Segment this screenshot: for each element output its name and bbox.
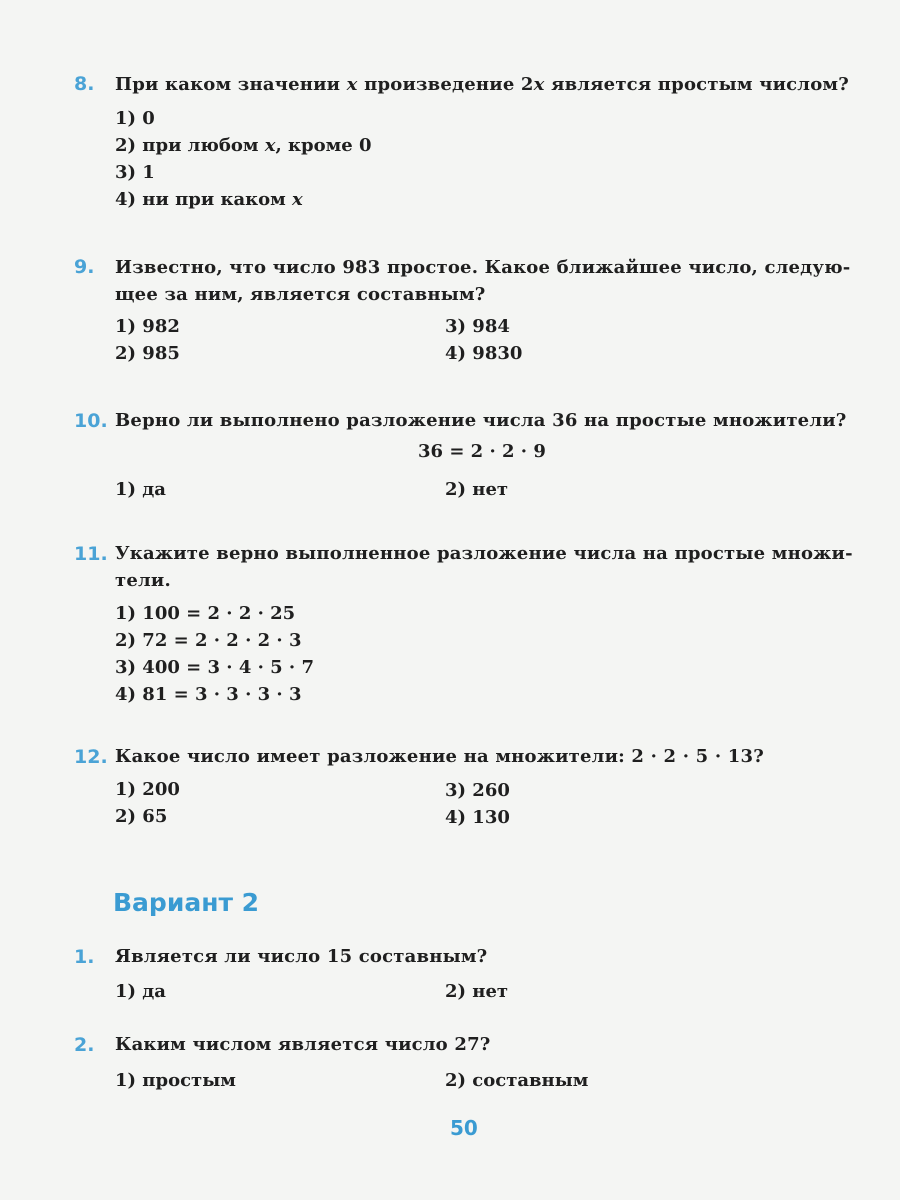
formula: 36 = 2 · 2 · 9 (418, 441, 546, 462)
option: 1) 100 = 2 · 2 · 25 (115, 603, 296, 624)
option: 4) 9830 (445, 343, 523, 364)
option: 1) да (115, 981, 166, 1002)
option: 1) да (115, 479, 166, 500)
option: 4) 81 = 3 · 3 · 3 · 3 (115, 684, 302, 705)
question-text-line-2: тели. (115, 570, 171, 591)
variant-heading: Вариант 2 (113, 888, 260, 917)
option: 1) 982 (115, 316, 180, 337)
question-number: 10. (74, 410, 108, 432)
question-text: Какое число имеет разложение на множители: 2 · 2 · 5 · 13? (115, 746, 765, 767)
option: 2) при любом x, кроме 0 (115, 135, 372, 156)
question-number: 9. (74, 256, 95, 278)
question-text: При каком значении x произведение 2x является простым числом? (115, 74, 849, 95)
option: 4) 130 (445, 807, 510, 828)
option: 1) простым (115, 1070, 236, 1091)
question-number: 11. (74, 543, 108, 565)
question-text: Является ли число 15 составным? (115, 946, 488, 967)
option: 2) 72 = 2 · 2 · 2 · 3 (115, 630, 302, 651)
question-text: Верно ли выполнено разложение числа 36 на простые множители? (115, 410, 847, 431)
option: 2) составным (445, 1070, 589, 1091)
question-text-line-1: Укажите верно выполненное разложение числа на простые множи- (115, 543, 853, 564)
question-number: 12. (74, 746, 108, 768)
page-number: 50 (450, 1116, 478, 1140)
option: 2) 985 (115, 343, 180, 364)
option: 3) 260 (445, 780, 510, 801)
option: 3) 984 (445, 316, 510, 337)
option: 2) нет (445, 479, 509, 500)
question-text-line-2: щее за ним, является составным? (115, 284, 486, 305)
question-number: 1. (74, 946, 95, 968)
option: 2) 65 (115, 806, 168, 827)
option: 4) ни при каком x (115, 189, 303, 210)
option: 3) 1 (115, 162, 155, 183)
option: 2) нет (445, 981, 509, 1002)
question-text-line-1: Известно, что число 983 простое. Какое ближайшее число, следую- (115, 257, 851, 278)
option: 3) 400 = 3 · 4 · 5 · 7 (115, 657, 314, 678)
question-text: Каким числом является число 27? (115, 1034, 491, 1055)
option: 1) 0 (115, 108, 155, 129)
question-number: 2. (74, 1034, 95, 1056)
option: 1) 200 (115, 779, 180, 800)
question-number: 8. (74, 73, 95, 95)
